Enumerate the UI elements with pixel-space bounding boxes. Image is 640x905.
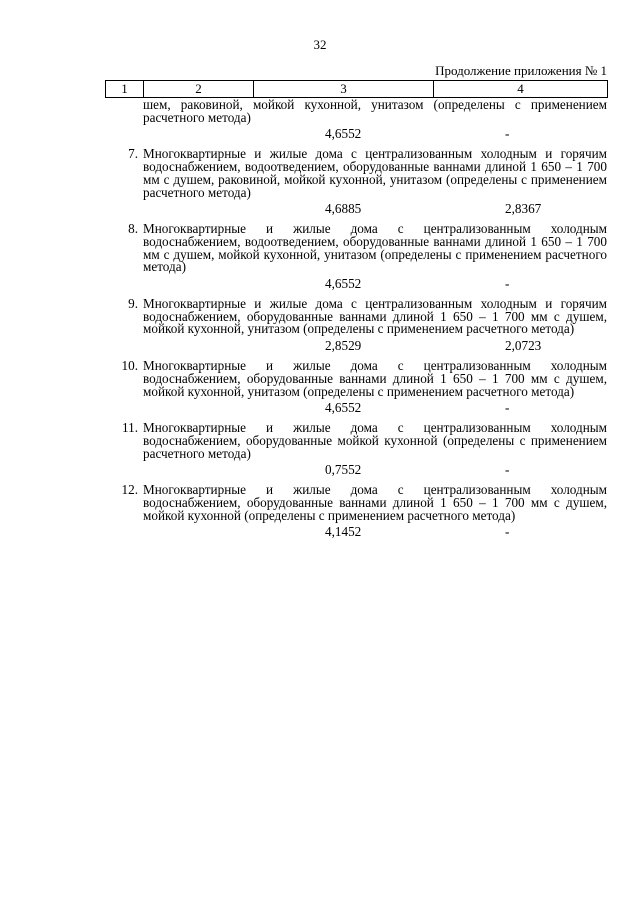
page-number: 32 (313, 37, 327, 52)
row-description: Многоквартирные и жилые дома с централизованным холодным водоснабжением, водоотведением, оборудованные ваннами длиной 1 650 – 1 700 мм с душем, мойкой кухонной, унитазом (определены с применением расчетного метода) (143, 221, 607, 275)
continued-text: шем, раковиной, мойкой кухонной, унитазом (определены с применением расчетного метода) (143, 97, 607, 125)
row-values (105, 398, 607, 420)
row-values (105, 274, 607, 296)
row-description: Многоквартирные и жилые дома с централизованным холодным и горячим водоснабжением, водоотведением, оборудованные ваннами длиной 1 650 – 1 700 мм с душем, раковиной, мойкой кухонной, унитазом (определены с применением расчетного метода) (143, 146, 607, 200)
value-col3: 4,6885 (325, 201, 362, 217)
row-number: 11. (122, 420, 138, 436)
table-row (105, 223, 607, 296)
value-col3: 4,6552 (325, 400, 362, 416)
continued-row (105, 99, 607, 146)
row-number: 10. (121, 358, 138, 374)
value-col4: - (505, 462, 510, 478)
column-header-2: 2 (144, 81, 254, 98)
table-row (105, 484, 607, 544)
row-number: 8. (128, 221, 138, 237)
row-description: Многоквартирные и жилые дома с централизованным холодным водоснабжением, оборудованные мойкой кухонной (определены с применением расчетного метода) (143, 420, 607, 461)
table-row (105, 298, 607, 358)
value-col3: 0,7552 (325, 462, 362, 478)
value-col3: 4,6552 (325, 276, 362, 292)
table-row (105, 148, 607, 221)
row-description: Многоквартирные и жилые дома с централизованным холодным водоснабжением, оборудованные ваннами длиной 1 650 – 1 700 мм с душем, мойкой кухонной (определены с применением расчетного метода) (143, 482, 607, 523)
row-description: Многоквартирные и жилые дома с централизованным холодным водоснабжением, оборудованные ваннами длиной 1 650 – 1 700 мм с душем, мойкой кухонной, унитазом (определены с применением расчетного метода) (143, 358, 607, 399)
row-description: Многоквартирные и жилые дома с централизованным холодным и горячим водоснабжением, оборудованные ваннами длиной 1 650 – 1 700 мм с душем, мойкой кухонной, унитазом (определены с применением расчетного метода) (143, 296, 607, 337)
row-number: 7. (128, 146, 138, 162)
column-header-row (106, 81, 608, 98)
continued-values (105, 124, 607, 146)
table-row (105, 422, 607, 482)
document-body (105, 99, 607, 544)
continuation-label: Продолжение приложения № 1 (435, 63, 607, 78)
value-col3: 4,1452 (325, 524, 362, 540)
value-col4: - (505, 126, 510, 142)
value-col4: - (505, 276, 510, 292)
column-header-1: 1 (106, 81, 144, 98)
value-col4: 2,0723 (505, 338, 542, 354)
row-number: 12. (121, 482, 138, 498)
column-header-table (105, 80, 608, 98)
row-values (105, 199, 607, 221)
value-col3: 2,8529 (325, 338, 362, 354)
value-col4: - (505, 400, 510, 416)
column-header-3: 3 (254, 81, 434, 98)
table-row (105, 360, 607, 420)
value-col4: - (505, 524, 510, 540)
value-col4: 2,8367 (505, 201, 542, 217)
row-values (105, 522, 607, 544)
row-values (105, 460, 607, 482)
row-values (105, 336, 607, 358)
value-col3: 4,6552 (325, 126, 362, 142)
row-number: 9. (128, 296, 138, 312)
column-header-4: 4 (434, 81, 608, 98)
